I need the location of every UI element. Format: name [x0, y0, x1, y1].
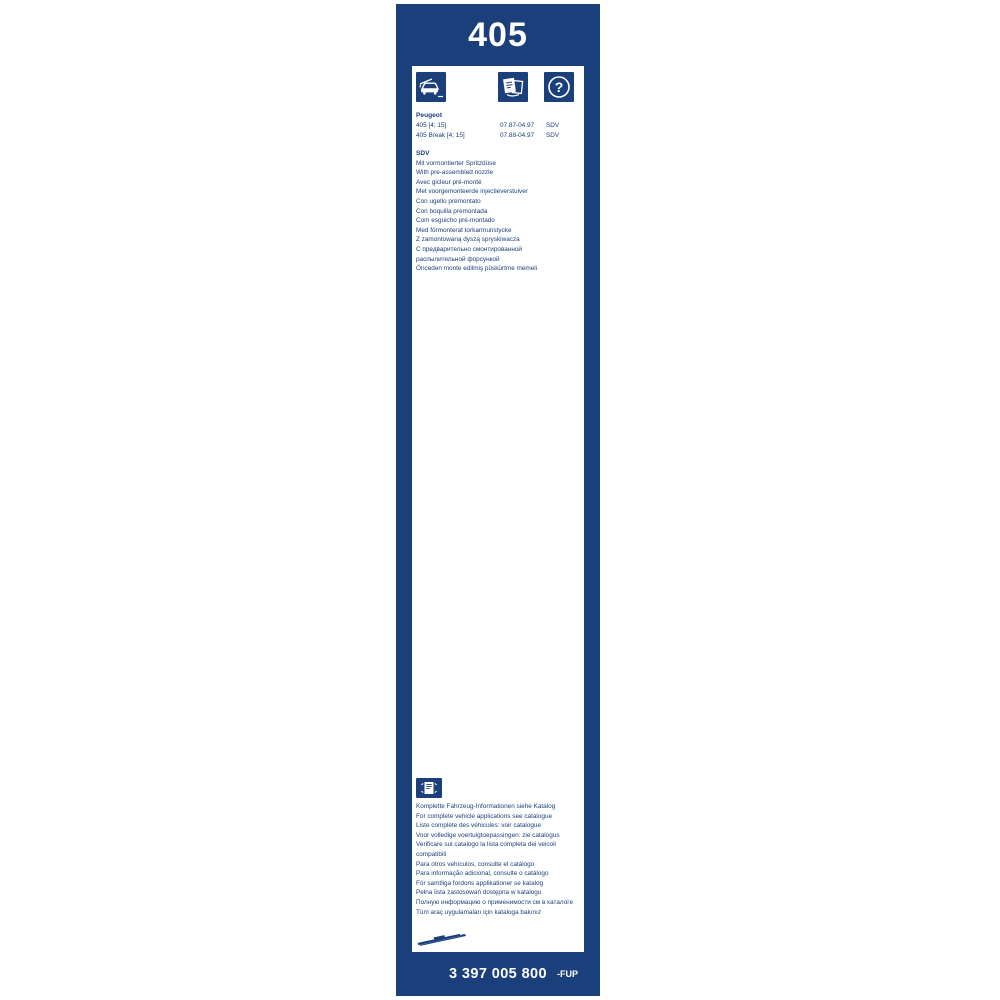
- label-content-area: [412, 66, 584, 952]
- catalogue-line-es: Para otros vehículos, consulte el catálogo: [416, 860, 535, 868]
- sdv-line-pl: Z zamontowaną dyszą spryskiwacza: [416, 236, 520, 244]
- sdv-line-nl: Met voorgemonteerde injectieverstuiver: [416, 188, 528, 196]
- catalogue-note-block: [416, 802, 584, 917]
- article-suffix: -FUP: [557, 969, 578, 979]
- vehicle-date-range: 07.88-04.97: [500, 131, 535, 139]
- vehicle-variant-code: SDV: [546, 122, 560, 129]
- catalogue-line-nl: Voor volledige voertuigtoepassingen: zie catalogus: [416, 831, 560, 839]
- table-row: [416, 131, 584, 141]
- table-row: [416, 121, 584, 131]
- vehicle-brand: Peugeot: [416, 112, 443, 119]
- catalogue-line-pl: Pełna lista zastosowań dostępna w katalogu: [416, 889, 542, 897]
- question-mark-icon: [544, 72, 574, 102]
- sdv-title: SDV: [416, 150, 430, 157]
- sdv-line-tr: Önceden monte edilmiş püskürtme memeli: [416, 265, 538, 273]
- sdv-description-block: [416, 149, 584, 274]
- vehicle-date-range: 07.87-04.97: [500, 122, 535, 129]
- sdv-line-ru-2: распылительной форсункой: [416, 255, 500, 263]
- header-band: [396, 4, 600, 66]
- svg-text:?: ?: [554, 79, 564, 96]
- vehicle-model: 405 [4; 15]: [416, 122, 447, 129]
- catalogue-line-pt: Para informação adicional, consulte o catálogo: [416, 870, 549, 878]
- footer-band: [396, 952, 600, 996]
- catalogue-line-fr: Liste complète des véhicules: voir catalogue: [416, 822, 542, 830]
- vehicle-application-table: [416, 111, 584, 140]
- catalogue-line-tr: Tüm araç uygulamaları için kataloga bakınız: [416, 908, 542, 916]
- wiper-blade-icon: [416, 932, 468, 948]
- icon-row: [416, 72, 584, 106]
- sdv-line-de: Mit vormontierter Spritzdüse: [416, 159, 496, 167]
- catalogue-line-it-2: compatibili: [416, 850, 447, 858]
- vehicle-variant-code: SDV: [546, 131, 560, 139]
- sdv-line-it: Con ugello premontato: [416, 197, 481, 205]
- catalogue-book-icon: [416, 778, 442, 798]
- article-number: 3 397 005 800: [449, 966, 547, 982]
- catalogue-line-de: Komplette Fahrzeug-Informationen siehe Katalog: [416, 803, 556, 810]
- vehicle-model: 405 Break [4; 15]: [416, 131, 465, 139]
- sdv-line-sv: Med förmonterat torkarmunstycke: [416, 226, 512, 234]
- instruction-manual-icon: [498, 72, 528, 102]
- sdv-line-en: With pre-assembled nozzle: [416, 169, 494, 177]
- catalogue-line-it-1: Verificare sul catalogo la lista completa dei veicoli: [416, 841, 556, 849]
- catalogue-line-sv: För samtliga fordons applikationer se katalog: [416, 879, 544, 887]
- catalogue-line-en: For complete vehicle applications see catalogue: [416, 812, 553, 820]
- sdv-line-fr: Avec gicleur pré-monté: [416, 178, 482, 186]
- page-title: 405: [468, 16, 528, 54]
- sdv-line-es: Con boquilla premontada: [416, 207, 488, 215]
- sdv-line-ru-1: С предварительно смонтированной: [416, 245, 523, 253]
- sdv-line-pt: Com esguicho pré-montado: [416, 217, 495, 225]
- catalogue-line-ru: Полную информацию о применимости см в каталоге: [416, 898, 574, 906]
- car-wiper-icon: [416, 72, 446, 102]
